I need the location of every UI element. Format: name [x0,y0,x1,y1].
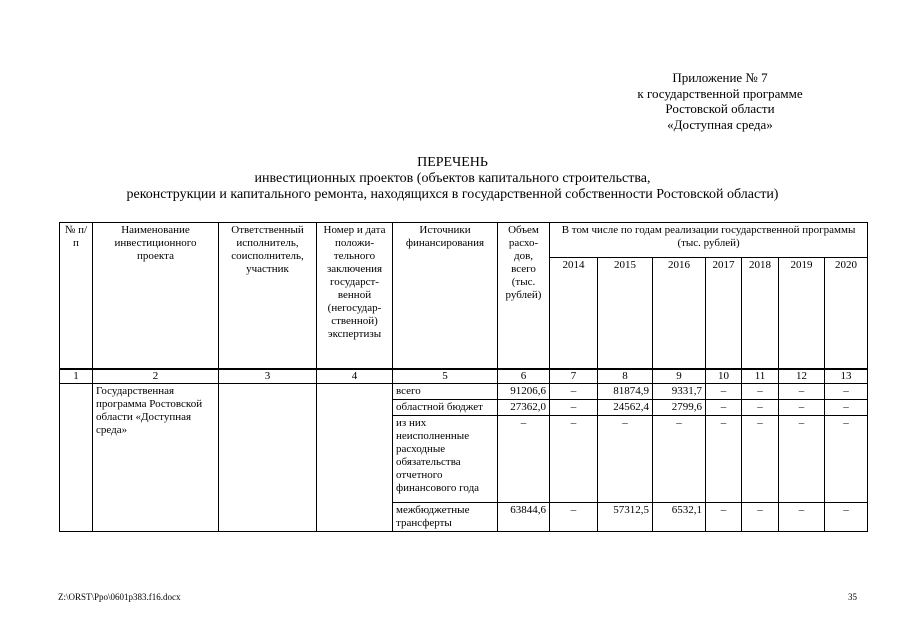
cell-2016: – [653,416,706,503]
title-heading: ПЕРЕЧЕНЬ [417,155,488,170]
header-volume: Объем расхо-дов, всего (тыс. рублей) [498,223,550,370]
header-expertise: Номер и дата положи-тельного заключения государст-венной (негосудар-ственной) экспертизы [317,223,393,370]
cell-volume: 63844,6 [498,503,550,532]
cell-2019: – [779,384,825,400]
col-number: 6 [498,369,550,384]
col-number: 12 [779,369,825,384]
cell-2014: – [550,384,598,400]
cell-2020: – [825,384,868,400]
cell-2018: – [742,503,779,532]
cell-2020: – [825,416,868,503]
cell-2015: 24562,4 [598,400,653,416]
cell-project-name: Государственная программа Ростовской области «Доступная среда» [93,384,219,532]
cell-volume: 91206,6 [498,384,550,400]
header-num: № п/п [60,223,93,370]
col-number: 4 [317,369,393,384]
cell-2017: – [706,416,742,503]
header-years-group: В том числе по годам реализации государственной программы (тыс. рублей) [550,223,868,258]
cell-2016: 2799,6 [653,400,706,416]
footer-file-path: Z:\ORST\Ppo\0601p383.f16.docx [58,592,181,602]
cell-2015: – [598,416,653,503]
cell-2018: – [742,400,779,416]
cell-expertise [317,384,393,532]
col-number: 8 [598,369,653,384]
cell-volume: – [498,416,550,503]
col-number: 9 [653,369,706,384]
cell-volume: 27362,0 [498,400,550,416]
cell-executor [219,384,317,532]
appendix-line-1: Приложение № 7 [672,70,768,85]
header-year-2019: 2019 [779,258,825,370]
header-name: Наименование инвестиционного проекта [93,223,219,370]
cell-2015: 57312,5 [598,503,653,532]
cell-source: всего [393,384,498,400]
appendix-header [520,70,905,132]
col-number: 10 [706,369,742,384]
header-year-2014: 2014 [550,258,598,370]
cell-2014: – [550,400,598,416]
cell-2020: – [825,400,868,416]
cell-2018: – [742,384,779,400]
title-line-2: инвестиционных проектов (объектов капитального строительства, [254,171,651,186]
col-number: 13 [825,369,868,384]
cell-2016: 9331,7 [653,384,706,400]
header-year-2015: 2015 [598,258,653,370]
col-number: 3 [219,369,317,384]
appendix-line-4: «Доступная среда» [667,116,773,132]
header-year-2018: 2018 [742,258,779,370]
appendix-line-3: Ростовской области [665,101,775,116]
cell-2017: – [706,384,742,400]
header-year-2017: 2017 [706,258,742,370]
cell-2019: – [779,503,825,532]
cell-2019: – [779,416,825,503]
document-title [0,155,905,203]
column-numbers-row [60,369,868,384]
cell-2019: – [779,400,825,416]
table-row [60,384,868,400]
title-line-3: реконструкции и капитального ремонта, находящихся в государственной собственности Ростовской области) [126,187,779,202]
cell-2020: – [825,503,868,532]
cell-2017: – [706,400,742,416]
investment-projects-table [59,222,868,532]
cell-2018: – [742,416,779,503]
appendix-line-2: к государственной программе [637,85,803,101]
col-number: 1 [60,369,93,384]
header-year-2020: 2020 [825,258,868,370]
header-source: Источники финансирования [393,223,498,370]
header-year-2016: 2016 [653,258,706,370]
cell-2014: – [550,503,598,532]
cell-2014: – [550,416,598,503]
cell-2016: 6532,1 [653,503,706,532]
footer-page-number: 35 [848,592,857,602]
cell-source: из них неисполненные расходные обязательства отчетного финансового года [393,416,498,503]
cell-2017: – [706,503,742,532]
cell-2015: 81874,9 [598,384,653,400]
col-number: 5 [393,369,498,384]
col-number: 2 [93,369,219,384]
header-executor: Ответственный исполнитель, соисполнитель, участник [219,223,317,370]
col-number: 11 [742,369,779,384]
col-number: 7 [550,369,598,384]
cell-source: межбюджетные трансферты [393,503,498,532]
cell-source: областной бюджет [393,400,498,416]
cell-num [60,384,93,532]
